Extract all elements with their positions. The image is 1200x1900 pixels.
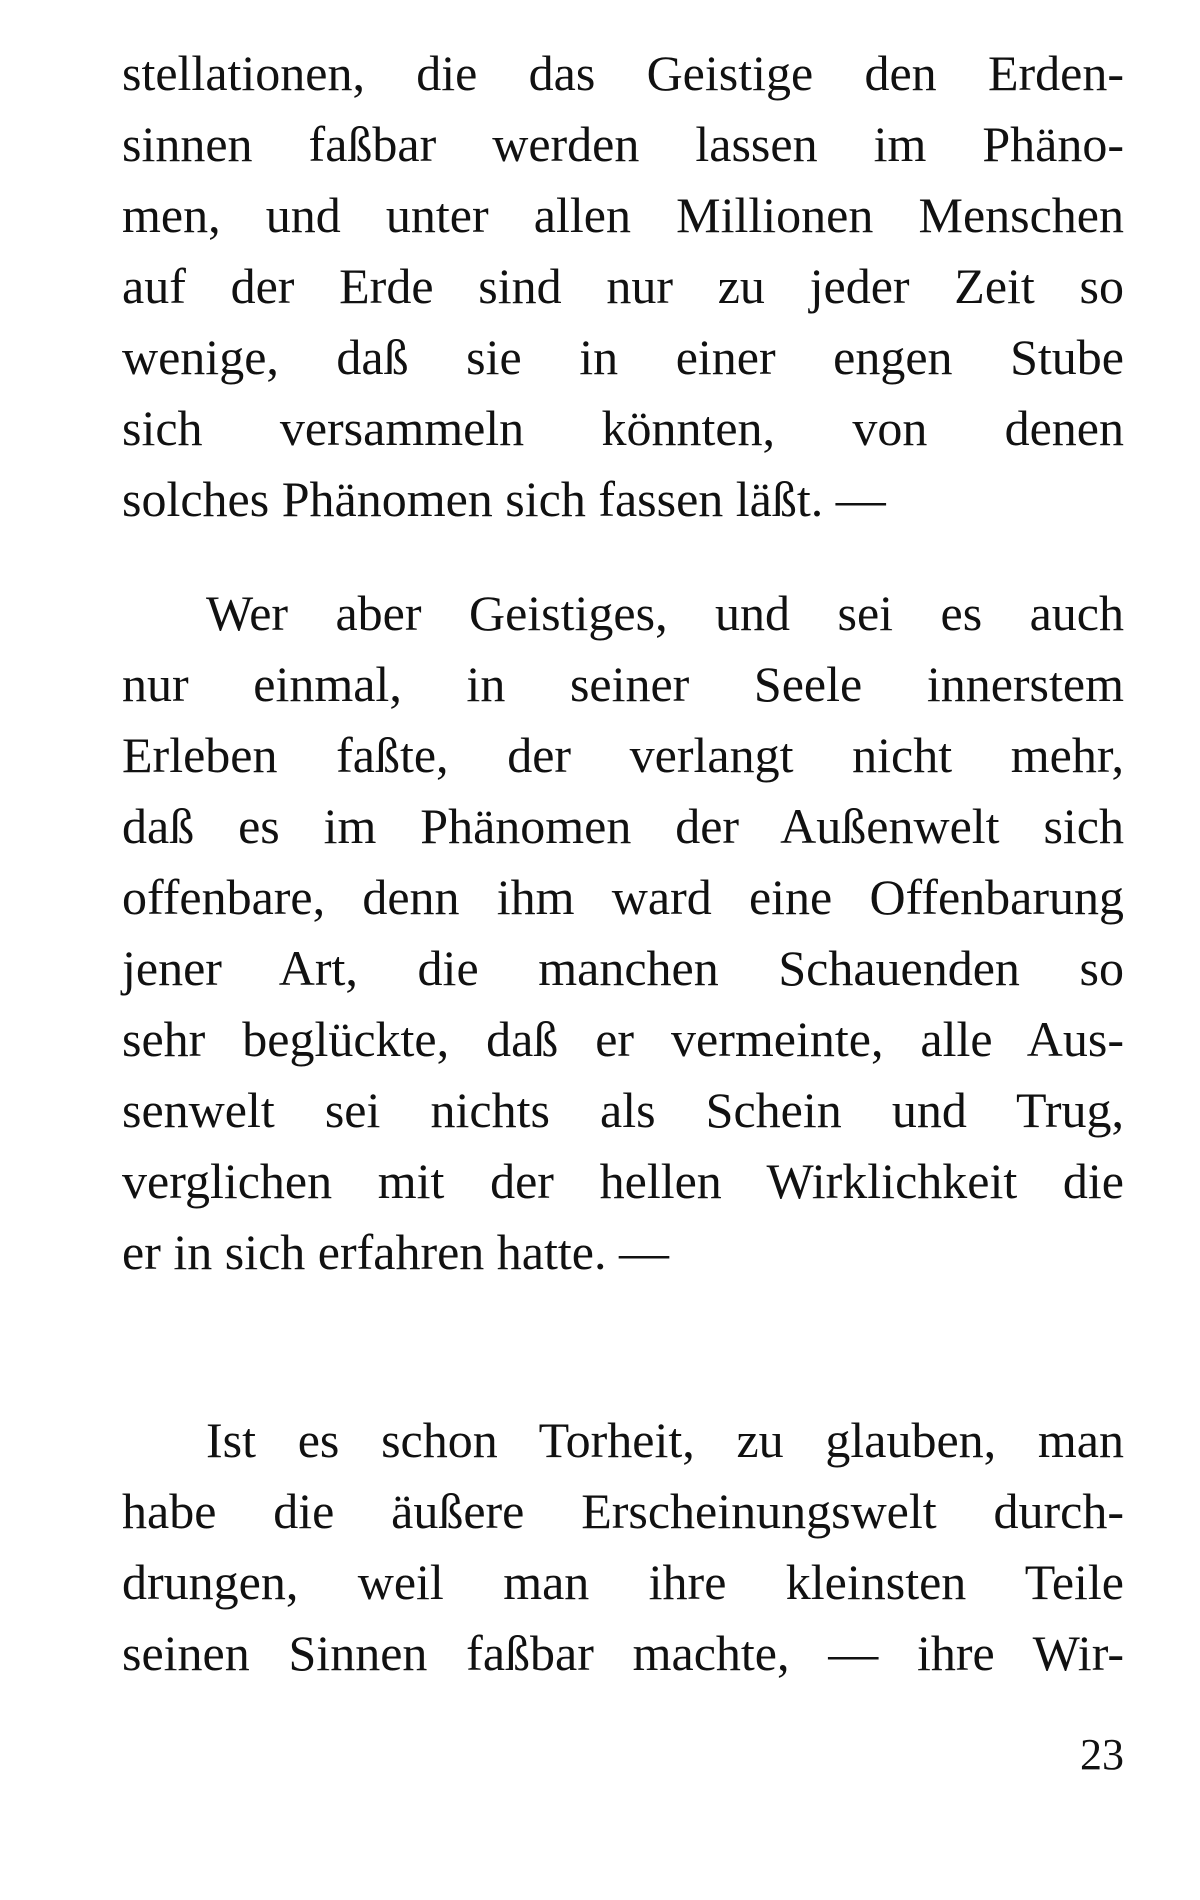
paragraph-3 [122,1405,1124,1689]
text-line: offenbare, denn ihm ward eine Offenbarung [122,869,1124,925]
text-line: jener Art, die manchen Schauenden so [122,940,1124,996]
text-line: verglichen mit der hellen Wirklichkeit die [122,1153,1124,1209]
text-line: wenige, daß sie in einer engen Stube [122,329,1124,385]
text-line: solches Phänomen sich fassen läßt. — [122,471,886,527]
text-line: seinen Sinnen faßbar machte, — ihre Wir- [122,1625,1124,1681]
text-line: Erleben faßte, der verlangt nicht mehr, [122,727,1124,783]
text-line: Wer aber Geistiges, und sei es auch [206,585,1124,641]
text-line: drungen, weil man ihre kleinsten Teile [122,1554,1124,1610]
text-line: daß es im Phänomen der Außenwelt sich [122,798,1124,854]
text-line: Ist es schon Torheit, zu glauben, man [206,1412,1124,1468]
page-number: 23 [1080,1730,1124,1779]
text-line: sich versammeln könnten, von denen [122,400,1124,456]
text-line: auf der Erde sind nur zu jeder Zeit so [122,258,1124,314]
text-line: stellationen, die das Geistige den Erden- [122,45,1124,101]
text-line: senwelt sei nichts als Schein und Trug, [122,1082,1124,1138]
text-line: men, und unter allen Millionen Menschen [122,187,1124,243]
text-line: nur einmal, in seiner Seele innerstem [122,656,1124,712]
text-line: habe die äußere Erscheinungswelt durch- [122,1483,1124,1539]
text-line: sehr beglückte, daß er vermeinte, alle Aus- [122,1011,1124,1067]
paragraph-2 [122,578,1124,1288]
text-line: sinnen faßbar werden lassen im Phäno- [122,116,1124,172]
text-line: er in sich erfahren hatte. — [122,1224,669,1280]
paragraph-1 [122,38,1124,535]
